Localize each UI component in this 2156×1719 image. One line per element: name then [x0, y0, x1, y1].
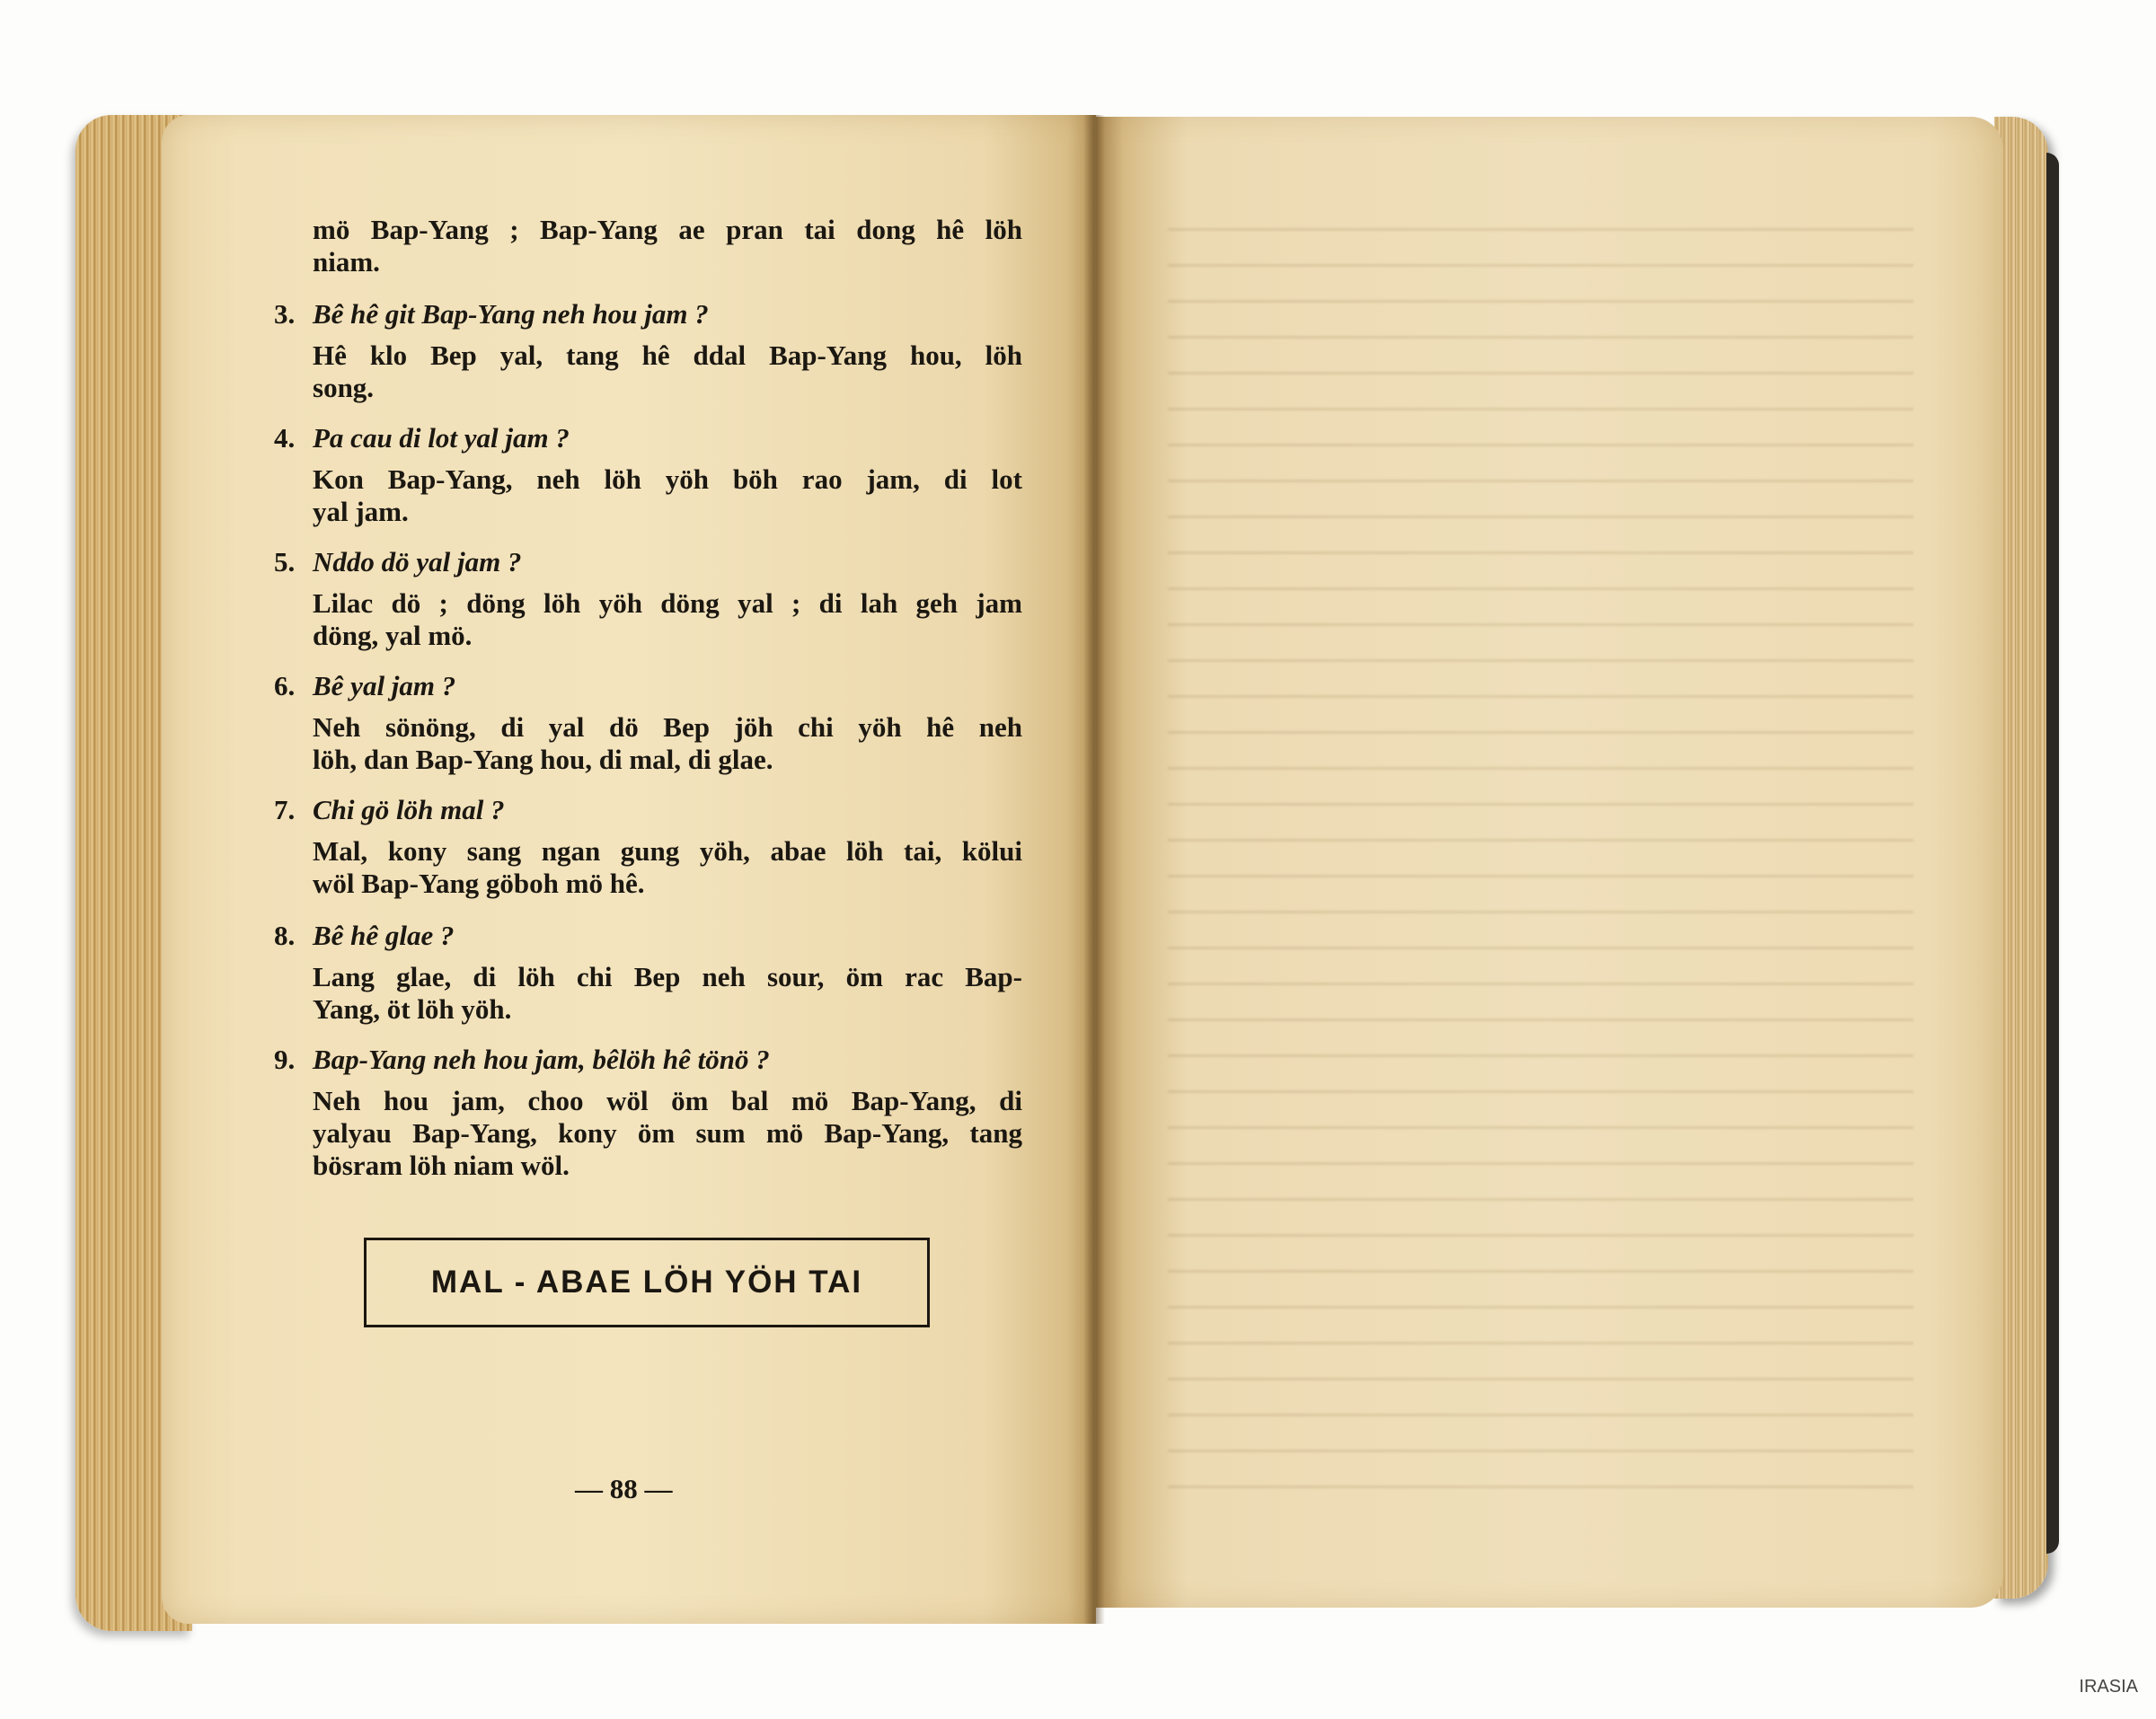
answer-6: [313, 711, 1022, 776]
section-heading-box: [364, 1238, 930, 1327]
answer-3-line-1: Hê klo Bep yal, tang hê ddal Bap-Yang hou, löh: [313, 339, 1022, 371]
watermark-text: IRASIA: [2079, 1677, 2138, 1697]
question-4-number: 4.: [274, 422, 296, 454]
question-6-text: Bê yal jam ?: [313, 670, 456, 701]
answer-5-line-1: Lilac dö ; döng löh yöh döng yal ; di lah geh jam: [313, 587, 1022, 619]
answer-5: [313, 587, 1022, 652]
answer-3: [313, 339, 1022, 404]
answer-4: [313, 463, 1022, 528]
answer-4-line-1: Kon Bap-Yang, neh löh yöh böh rao jam, di lot: [313, 463, 1022, 495]
question-9-text: Bap-Yang neh hou jam, bêlöh hê tönö ?: [313, 1044, 770, 1075]
answer-8-line-2: Yang, öt löh yöh.: [313, 993, 512, 1025]
answer-7-line-2: wöl Bap-Yang göboh mö hê.: [313, 868, 645, 899]
question-7-text: Chi gö löh mal ?: [313, 794, 505, 825]
answer-8: [313, 961, 1022, 1026]
question-4-text: Pa cau di lot yal jam ?: [313, 422, 570, 454]
answer-6-line-2: löh, dan Bap-Yang hou, di mal, di glae.: [313, 744, 773, 775]
book-gutter: [1083, 115, 1105, 1624]
answer-7: [313, 835, 1022, 900]
answer-9: [313, 1085, 1022, 1182]
show-through-text: [1168, 207, 1913, 1509]
section-heading: MAL - ABAE LÖH YÖH TAI: [430, 1265, 863, 1300]
answer-7-line-1: Mal, kony sang ngan gung yöh, abae löh tai, kölui: [313, 835, 1022, 867]
question-5-text: Nddo dö yal jam ?: [313, 546, 522, 577]
question-8-text: Bê hê glae ?: [313, 920, 455, 951]
answer-8-line-1: Lang glae, di löh chi Bep neh sour, öm rac Bap-: [313, 961, 1022, 992]
question-7-number: 7.: [274, 794, 296, 825]
answer-5-line-2: döng, yal mö.: [313, 620, 473, 651]
continuation-line-2: niam.: [313, 246, 380, 278]
question-5-number: 5.: [274, 546, 296, 577]
continuation-paragraph: [313, 214, 1022, 278]
answer-6-line-1: Neh sönöng, di yal dö Bep jöh chi yöh hê neh: [313, 711, 1022, 743]
answer-9-line-3: bösram löh niam wöl.: [313, 1150, 570, 1181]
answer-9-line-1: Neh hou jam, choo wöl öm bal mö Bap-Yang, di: [313, 1085, 1022, 1116]
question-9-number: 9.: [274, 1044, 296, 1075]
continuation-line-1: mö Bap-Yang ; Bap-Yang ae pran tai dong hê löh: [313, 214, 1022, 245]
page-number: — 88 —: [575, 1473, 673, 1504]
answer-4-line-2: yal jam.: [313, 496, 409, 527]
question-3-number: 3.: [274, 298, 296, 330]
question-6-number: 6.: [274, 670, 296, 701]
answer-3-line-2: song.: [313, 372, 375, 403]
question-8-number: 8.: [274, 920, 296, 951]
answer-9-line-2: yalyau Bap-Yang, kony öm sum mö Bap-Yang, tang: [313, 1117, 1022, 1149]
question-3-text: Bê hê git Bap-Yang neh hou jam ?: [313, 298, 709, 330]
